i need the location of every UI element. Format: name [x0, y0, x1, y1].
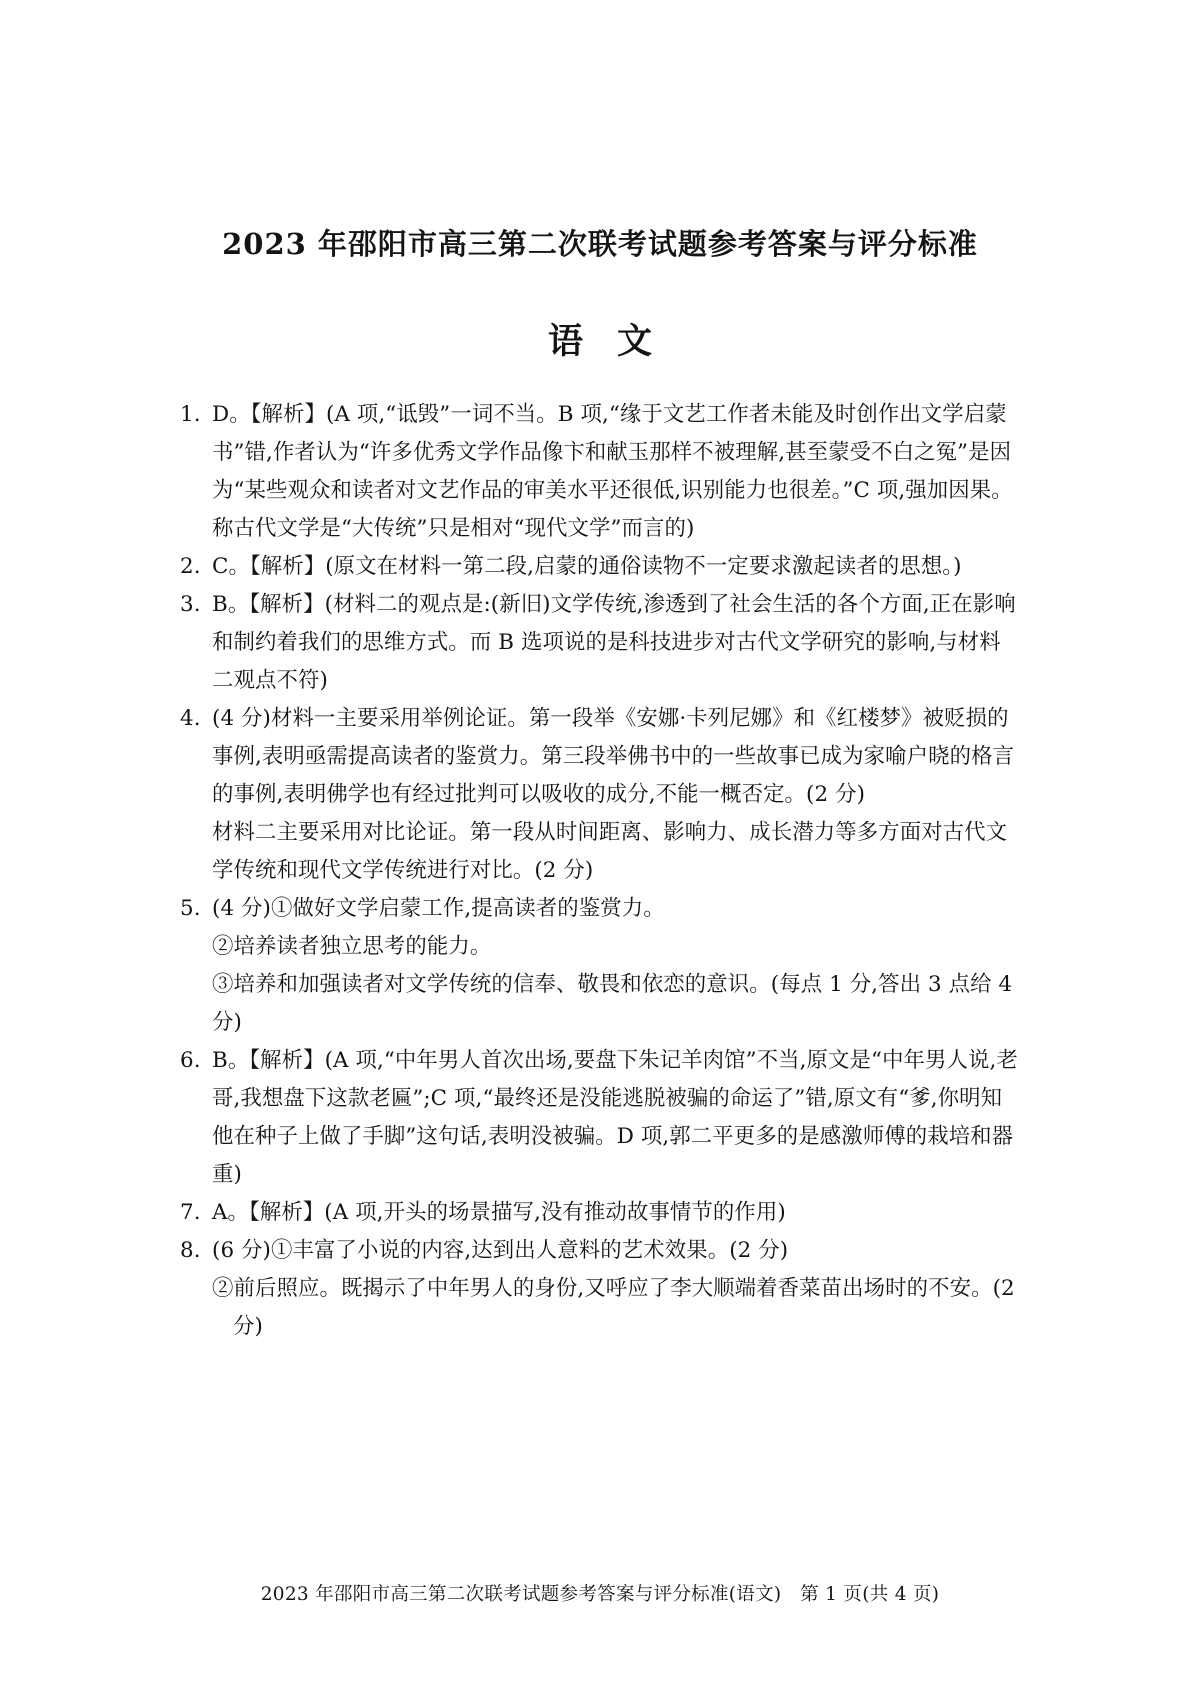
answer-number: 7.: [180, 1200, 201, 1225]
answer-number: 2.: [180, 554, 201, 579]
answer-number: 1.: [180, 402, 201, 427]
answer-item-1: [180, 396, 1020, 548]
answer-text: B。【解析】(材料二的观点是:(新旧)文学传统,渗透到了社会生活的各个方面,正在影响和制约着我们的思维方式。而 B 选项说的是科技进步对古代文学研究的影响,与材料二观点不符): [212, 592, 1016, 693]
answer-number: 5.: [180, 896, 201, 921]
answer-text: D。【解析】(A 项,“诋毁”一词不当。B 项,“缘于文艺工作者未能及时创作出文学启蒙书”错,作者认为“许多优秀文学作品像卞和献玉那样不被理解,甚至蒙受不白之冤”是因为“某些观众和读者对文艺作品的审美水平还很低,识别能力也很差。”C 项,强加因果。称古代文学是“大传统”只是相对“现代文学”而言的): [212, 402, 1013, 541]
answer-item-5: [180, 890, 1020, 1042]
answer-text: B。【解析】(A 项,“中年男人首次出场,要盘下朱记羊肉馆”不当,原文是“中年男人说,老哥,我想盘下这款老匾”;C 项,“最终还是没能逃脱被骗的命运了”错,原文有“爹,你明知他在种子上做了手脚”这句话,表明没被骗。D 项,郭二平更多的是感激师傅的栽培和器重): [212, 1048, 1018, 1187]
answer-list: [180, 396, 1020, 1346]
subject-heading: 语文: [547, 321, 686, 362]
answer-item-2: [180, 548, 1020, 586]
answer-item-6: [180, 1042, 1020, 1194]
answer-item-7: [180, 1194, 1020, 1232]
answer-item-4: [180, 700, 1020, 890]
answer-text: ③培养和加强读者对文学传统的信奉、敬畏和依恋的意识。(每点 1 分,答出 3 点给 4 分): [212, 972, 1013, 1035]
page-footer: 2023 年邵阳市高三第二次联考试题参考答案与评分标准(语文) 第 1 页(共 4 页): [260, 1584, 940, 1605]
answer-text: (6 分)①丰富了小说的内容,达到出人意料的艺术效果。(2 分): [212, 1238, 789, 1263]
answer-item-3: [180, 586, 1020, 700]
answer-text: (4 分)①做好文学启蒙工作,提高读者的鉴赏力。: [212, 896, 665, 921]
answer-item-8: [180, 1232, 1020, 1346]
answer-number: 3.: [180, 592, 201, 617]
answer-number: 8.: [180, 1238, 201, 1263]
answer-text: C。【解析】(原文在材料一第二段,启蒙的通俗读物不一定要求激起读者的思想。): [212, 554, 962, 579]
document-title: 2023 年邵阳市高三第二次联考试题参考答案与评分标准: [222, 227, 978, 261]
answer-text: 材料二主要采用对比论证。第一段从时间距离、影响力、成长潜力等多方面对古代文学传统和现代文学传统进行对比。(2 分): [212, 820, 1008, 883]
answer-text: A。【解析】(A 项,开头的场景描写,没有推动故事情节的作用): [212, 1200, 786, 1225]
answer-number: 4.: [180, 706, 201, 731]
answer-text: ②前后照应。既揭示了中年男人的身份,又呼应了李大顺端着香菜苗出场时的不安。(2 分): [212, 1276, 1015, 1339]
answer-text: (4 分)材料一主要采用举例论证。第一段举《安娜·卡列尼娜》和《红楼梦》被贬损的事例,表明亟需提高读者的鉴赏力。第三段举佛书中的一些故事已成为家喻户晓的格言的事例,表明佛学也有经过批判可以吸收的成分,不能一概否定。(2 分): [212, 706, 1015, 807]
answer-number: 6.: [180, 1048, 201, 1073]
answer-text: ②培养读者独立思考的能力。: [212, 934, 492, 959]
